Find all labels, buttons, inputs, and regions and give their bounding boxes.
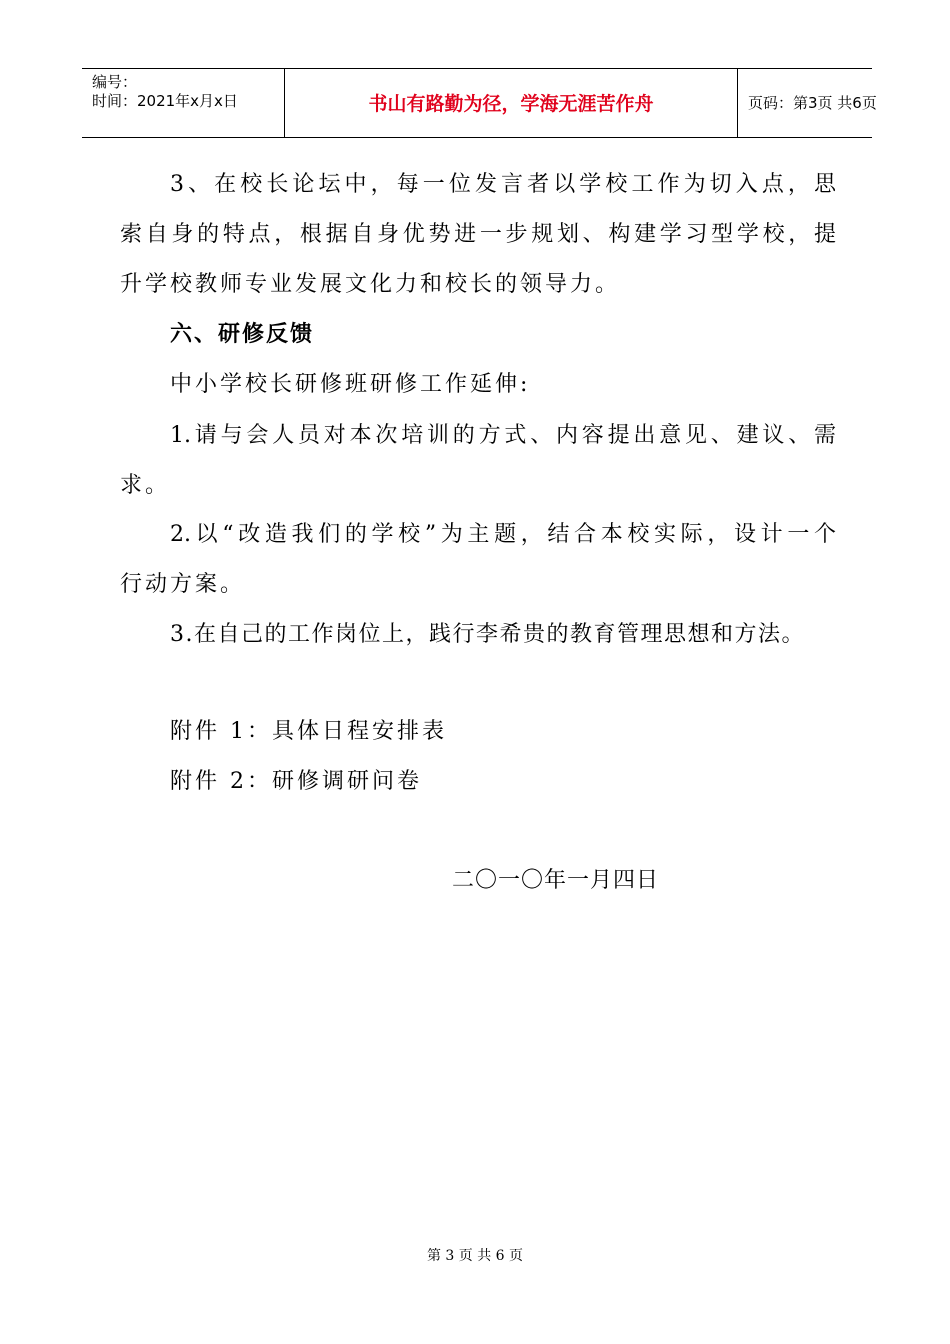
- intro-text: 中小学校长研修班研修工作延伸:: [170, 372, 531, 397]
- header-page-info: 页码：第3页 共6页: [748, 94, 877, 112]
- item-2-line-2: 行动方案。: [120, 572, 246, 597]
- header-table: [82, 68, 877, 138]
- section-heading: 六、研修反馈: [170, 322, 315, 347]
- item-1-line-1: 1.请与会人员对本次培训的方式、内容提出意见、建议、需: [170, 423, 836, 448]
- doc-number-label: 编号：: [92, 73, 138, 91]
- paragraph-3-line-2: 索自身的特点，根据自身优势进一步规划、构建学习型学校，提: [120, 222, 836, 247]
- doc-time: 时间：2021年x月x日: [92, 92, 238, 110]
- item-3: 3.在自己的工作岗位上，践行李希贵的教育管理思想和方法。: [170, 622, 805, 647]
- header-page-cell: [738, 69, 877, 137]
- header-meta-cell: [82, 69, 284, 137]
- motto: 书山有路勤为径，学海无涯苦作舟: [368, 93, 654, 115]
- document-date: 二〇一〇年一月四日: [452, 868, 660, 893]
- header-motto-cell: [284, 69, 738, 137]
- attachment-2: 附件 2：研修调研问卷: [170, 769, 422, 794]
- attachment-1: 附件 1：具体日程安排表: [170, 719, 447, 744]
- item-2-line-1: 2.以“改造我们的学校”为主题，结合本校实际，设计一个: [170, 522, 836, 547]
- item-1-line-2: 求。: [120, 473, 171, 498]
- footer-page-number: 第 3 页 共 6 页: [426, 1248, 524, 1264]
- paragraph-3-line-3: 升学校教师专业发展文化力和校长的领导力。: [120, 272, 621, 297]
- paragraph-3-line-1: 3、在校长论坛中，每一位发言者以学校工作为切入点，思: [170, 172, 836, 197]
